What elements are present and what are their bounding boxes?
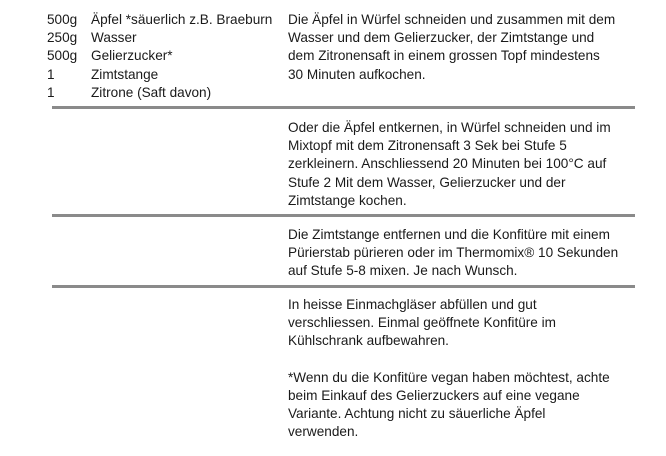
section-divider <box>52 106 635 109</box>
ingredient-name: Gelierzucker* <box>91 48 173 64</box>
ingredient-name: Äpfel *säuerlich z.B. Braeburn <box>91 12 273 27</box>
ingredient-name: Wasser <box>91 30 137 46</box>
ingredient-row <box>47 29 272 47</box>
ingredient-quantity: 500g <box>47 12 78 27</box>
instruction-step-1: Die Äpfel in Würfel schneiden und zusammen mit dem Wasser und dem Gelierzucker, der Zimtstange und dem Zitronensaft in einem grossen Topf mindestens 30 Minuten aufkochen. <box>288 12 616 82</box>
section-divider <box>52 285 635 288</box>
ingredient-row <box>47 11 272 29</box>
ingredient-row <box>47 66 272 84</box>
ingredient-list <box>47 11 272 102</box>
ingredient-quantity: 1 <box>47 66 55 82</box>
instruction-step-2: Oder die Äpfel entkernen, in Würfel schneiden und im Mixtopf mit dem Zitronensaft 3 Sek bei Stufe 5 zerkleinern. Anschliessend 20 Minuten bei 100°C auf Stufe 2 Mit dem Wasser, Gelierzucker und der Zimtstange kochen. <box>288 120 611 208</box>
ingredient-quantity: 1 <box>47 84 55 100</box>
ingredient-row <box>47 84 272 102</box>
ingredient-quantity: 500g <box>47 48 78 64</box>
ingredient-name: Zimtstange <box>91 66 159 82</box>
instruction-step-4: In heisse Einmachgläser abfüllen und gut verschliessen. Einmal geöffnete Konfitüre im Kühlschrank aufbewahren. *Wenn du die Konfitüre vegan haben möchtest, achte beim Einkauf des Gelierzuckers auf eine vegane Variante. Achtung nicht zu säuerliche Äpfel verwenden. <box>288 297 610 440</box>
ingredient-quantity: 250g <box>47 30 78 46</box>
ingredient-row <box>47 47 272 65</box>
instruction-step-3: Die Zimtstange entfernen und die Konfitüre mit einem Pürierstab pürieren oder im Thermomix® 10 Sekunden auf Stufe 5-8 mixen. Je nach Wunsch. <box>288 227 619 279</box>
ingredient-name: Zitrone (Saft davon) <box>91 84 212 100</box>
section-divider <box>52 214 635 217</box>
